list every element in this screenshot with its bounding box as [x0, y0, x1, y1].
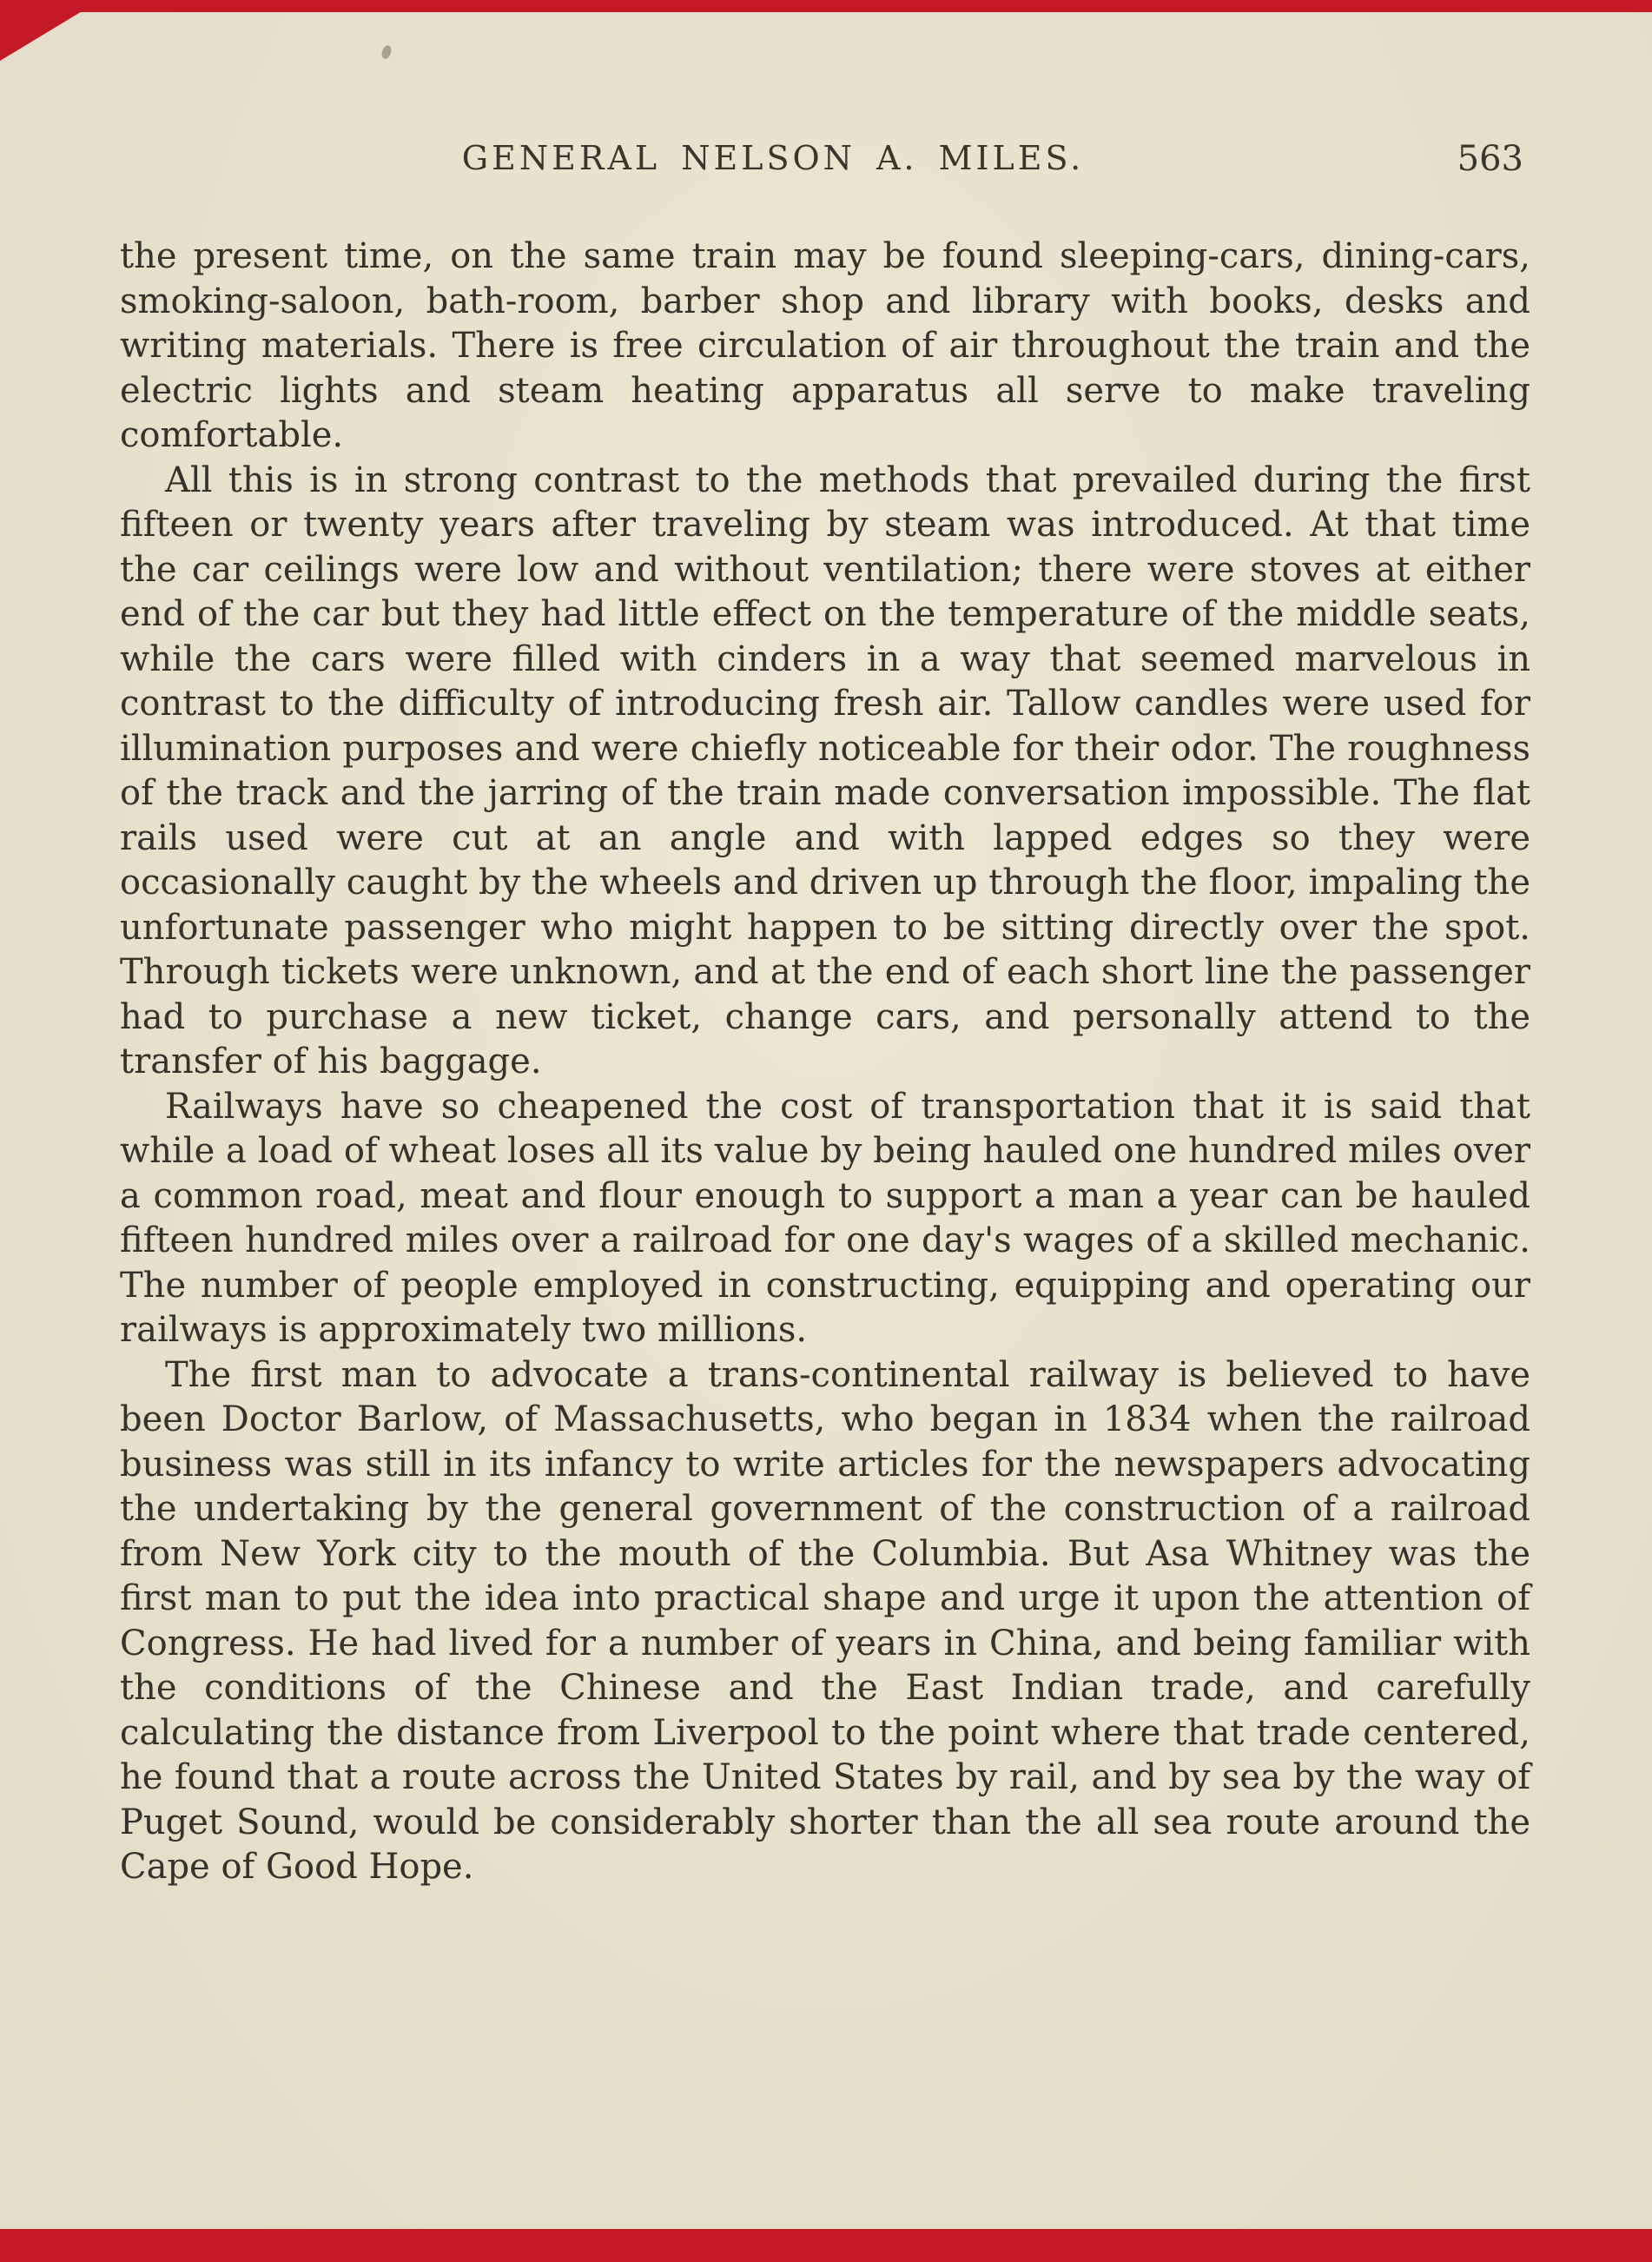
- book-cover-edge-bottom: [0, 2229, 1652, 2262]
- page-header: [120, 139, 1530, 186]
- paragraph: the present time, on the same train may be found sleeping-cars, dining-cars, smoking-saloon, bath-room, barber shop and library with books, desks and writing materials. There is free circulation of air throughout the train and the electric lights and steam heating apparatus all serve to make traveling comfortable.: [120, 236, 1530, 455]
- page-body: [120, 235, 1530, 1890]
- book-cover-edge-top: [0, 0, 1652, 12]
- book-page: [0, 10, 1652, 2231]
- paragraph: All this is in strong contrast to the methods that prevailed during the first fifteen or twenty years after traveling by steam was introduced. At that time the car ceilings were low and without ventilation; there were stoves at either end of the car but they had little effect on the temperature of the middle seats, while the cars were filled with cinders in a way that seemed marvelous in contrast to the difficulty of introducing fresh air. Tallow candles were used for illumination purposes and were chiefly noticeable for their odor. The roughness of the track and the jarring of the train made conversation impossible. The flat rails used were cut at an angle and with lapped edges so they were occasionally caught by the wheels and driven up through the floor, impaling the unfortunate passenger who might happen to be sitting directly over the spot. Through tickets were unknown, and at the end of each short line the passenger had to purchase a new ticket, change cars, and personally attend to the transfer of his baggage.: [120, 460, 1530, 1081]
- page-number: 563: [1457, 139, 1523, 179]
- page-content: [0, 10, 1652, 1890]
- paragraph: Railways have so cheapened the cost of transportation that it is said that while a load of wheat loses all its value by being hauled one hundred miles over a common road, meat and flour enough to support a man a year can be hauled fifteen hundred miles over a railroad for one day's wages of a skilled mechanic. The number of people employed in constructing, equipping and operating our railways is approximately two millions.: [120, 1086, 1530, 1350]
- paragraph: The first man to advocate a trans-continental railway is believed to have been Doctor Barlow, of Massachusetts, who began in 1834 when the railroad business was still in its infancy to write articles for the newspapers advocating the undertaking by the general government of the construction of a railroad from New York city to the mouth of the Columbia. But Asa Whitney was the first man to put the idea into practical shape and urge it upon the attention of Congress. He had lived for a number of years in China, and being familiar with the conditions of the Chinese and the East Indian trade, and carefully calculating the distance from Liverpool to the point where that trade centered, he found that a route across the United States by rail, and by sea by the way of Puget Sound, would be considerably shorter than the all sea route around the Cape of Good Hope.: [120, 1354, 1530, 1887]
- running-title: GENERAL NELSON A. MILES.: [461, 139, 1085, 177]
